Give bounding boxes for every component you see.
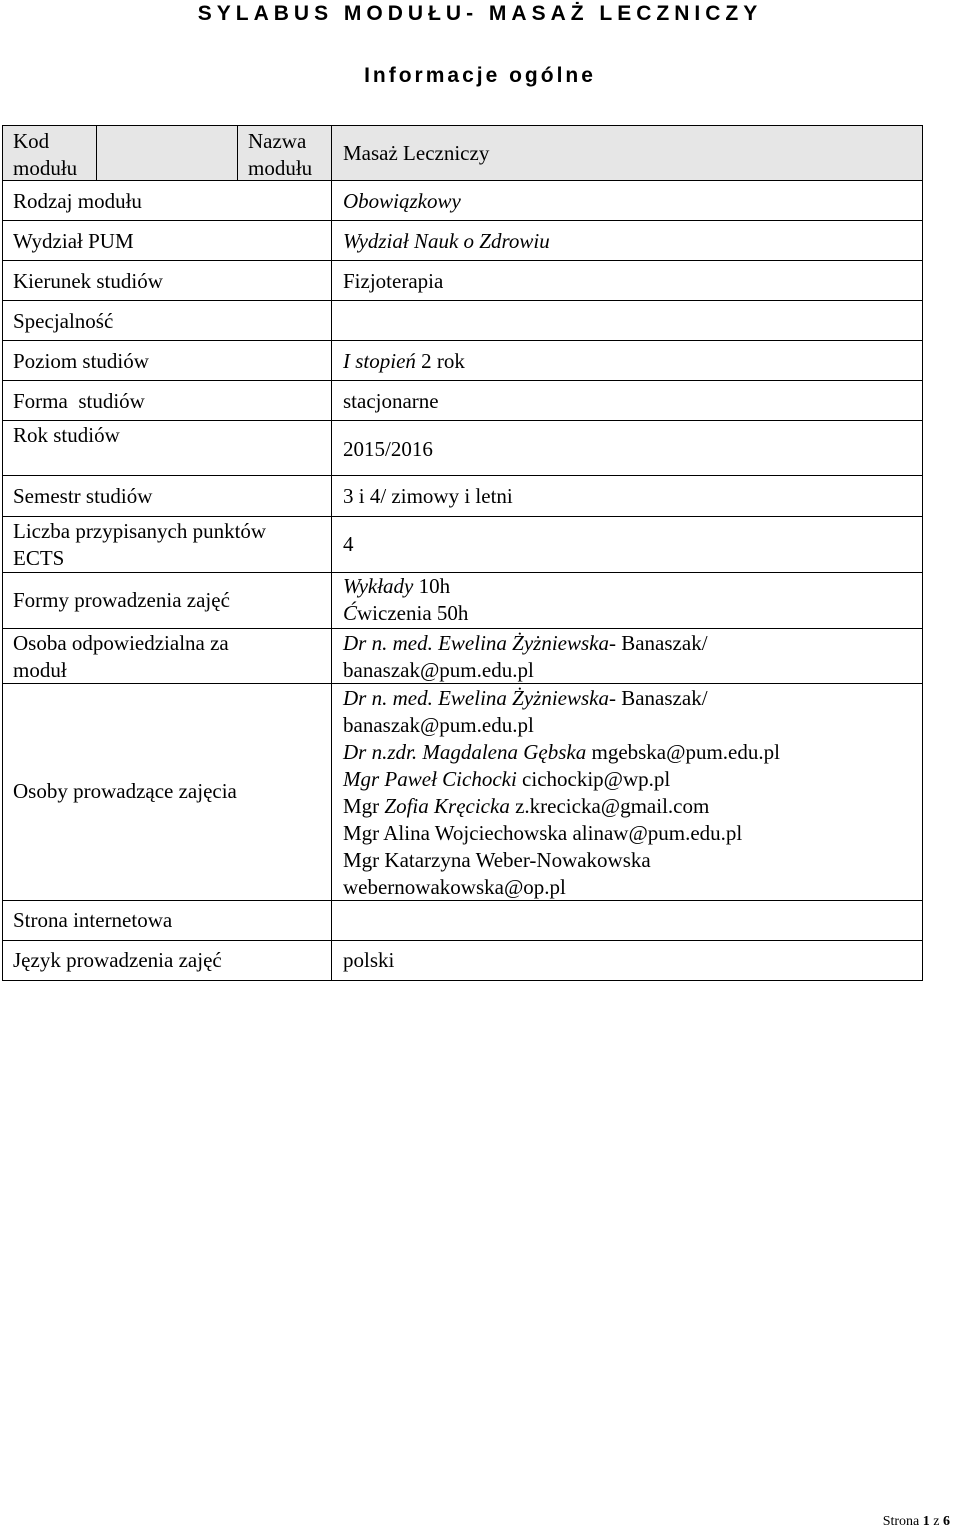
rodzaj-value: Obowiązkowy bbox=[343, 189, 461, 213]
footer-page: 1 bbox=[922, 1514, 930, 1529]
strona-label-cell bbox=[2, 900, 332, 941]
osoba-email: banaszak@pum.edu.pl bbox=[343, 658, 534, 682]
poziom-value-degree: I stopień bbox=[343, 349, 416, 373]
wydzial-label: Wydział PUM bbox=[13, 229, 134, 253]
prowadzacy-name: Zofia Kręcicka bbox=[384, 794, 510, 818]
osoba-name: Dr n. med. Ewelina Żyżniewska bbox=[343, 631, 609, 655]
footer-middle: z bbox=[929, 1514, 943, 1529]
formy-exercise-initial: Ć bbox=[343, 601, 358, 625]
page-number-footer bbox=[883, 1514, 950, 1530]
kierunek-label-cell bbox=[2, 260, 332, 301]
section-title: Informacje ogólne bbox=[364, 64, 596, 87]
rodzaj-label: Rodzaj modułu bbox=[13, 189, 142, 213]
prowadzacy-contact: banaszak@pum.edu.pl bbox=[343, 713, 534, 737]
osoba-name-suffix: - Banaszak/ bbox=[608, 631, 708, 655]
nazwa-value: Masaż Leczniczy bbox=[343, 141, 490, 165]
ects-label-cell bbox=[2, 516, 332, 573]
strona-value-cell bbox=[331, 900, 923, 941]
prowadzacy-line bbox=[343, 874, 922, 901]
kierunek-label: Kierunek studiów bbox=[13, 269, 163, 293]
prowadzacy-contact: Mgr Alina Wojciechowska alinaw@pum.edu.pl bbox=[343, 821, 743, 845]
rodzaj-label-cell bbox=[2, 180, 332, 221]
prowadzacy-name: Dr n. med. Ewelina Żyżniewska bbox=[343, 686, 609, 710]
prowadzacy-line bbox=[343, 766, 922, 793]
rok-label-cell bbox=[2, 420, 332, 476]
rok-value-cell bbox=[331, 420, 923, 476]
jezyk-value-cell bbox=[331, 940, 923, 981]
wydzial-value: Wydział Nauk o Zdrowiu bbox=[343, 229, 550, 253]
footer-prefix: Strona bbox=[882, 1514, 923, 1529]
kod-value-cell bbox=[96, 125, 238, 181]
jezyk-label-cell bbox=[2, 940, 332, 981]
kod-label-cell bbox=[2, 125, 97, 181]
prowadzacy-line bbox=[343, 712, 922, 739]
prowadzacy-contact: Mgr Katarzyna Weber-Nowakowska bbox=[343, 848, 651, 872]
forma-label-cell bbox=[2, 380, 332, 421]
formy-label-cell bbox=[2, 572, 332, 629]
prowadzacy-value-cell bbox=[331, 683, 923, 901]
specjalnosc-label: Specjalność bbox=[13, 309, 114, 333]
kierunek-value: Fizjoterapia bbox=[343, 269, 444, 293]
ects-label: Liczba przypisanych punktów ECTS bbox=[13, 519, 267, 570]
poziom-value-year: 2 rok bbox=[415, 349, 465, 373]
forma-value: stacjonarne bbox=[343, 389, 439, 413]
document-title: SYLABUS MODUŁU- MASAŻ LECZNICZY bbox=[197, 2, 763, 25]
prowadzacy-contact: z.krecicka@gmail.com bbox=[509, 794, 710, 818]
osoba-value-cell bbox=[331, 628, 923, 684]
formy-lecture-line bbox=[343, 573, 922, 600]
prowadzacy-contact: webernowakowska@op.pl bbox=[343, 875, 566, 899]
rok-label: Rok studiów bbox=[13, 423, 120, 447]
specjalnosc-label-cell bbox=[2, 300, 332, 341]
semestr-value-cell bbox=[331, 475, 923, 517]
specjalnosc-value-cell bbox=[331, 300, 923, 341]
kierunek-value-cell bbox=[331, 260, 923, 301]
prowadzacy-label: Osoby prowadzące zajęcia bbox=[13, 779, 237, 803]
osoba-name-line bbox=[343, 630, 922, 657]
formy-label: Formy prowadzenia zajęć bbox=[13, 588, 230, 612]
prowadzacy-contact: - Banaszak/ bbox=[608, 686, 708, 710]
rodzaj-value-cell bbox=[331, 180, 923, 221]
formy-value-cell bbox=[331, 572, 923, 629]
poziom-label: Poziom studiów bbox=[13, 349, 149, 373]
prowadzacy-line bbox=[343, 685, 922, 712]
nazwa-value-cell bbox=[331, 125, 923, 181]
formy-exercise-text: wiczenia 50h bbox=[357, 601, 469, 625]
formy-exercise-line bbox=[343, 600, 922, 627]
prowadzacy-line bbox=[343, 793, 922, 820]
prowadzacy-line bbox=[343, 847, 922, 874]
poziom-value-cell bbox=[331, 340, 923, 381]
prowadzacy-contact: mgebska@pum.edu.pl bbox=[586, 740, 780, 764]
kod-label: Kod modułu bbox=[13, 129, 78, 180]
poziom-label-cell bbox=[2, 340, 332, 381]
prowadzacy-contact: cichockip@wp.pl bbox=[516, 767, 671, 791]
wydzial-value-cell bbox=[331, 220, 923, 261]
wydzial-label-cell bbox=[2, 220, 332, 261]
ects-value: 4 bbox=[343, 532, 354, 556]
prowadzacy-line bbox=[343, 739, 922, 766]
jezyk-label: Język prowadzenia zajęć bbox=[13, 948, 222, 972]
prowadzacy-title: Mgr bbox=[343, 794, 385, 818]
prowadzacy-line bbox=[343, 820, 922, 847]
footer-total: 6 bbox=[943, 1514, 950, 1529]
rok-value: 2015/2016 bbox=[343, 437, 433, 461]
formy-lecture-type: Wykłady bbox=[343, 574, 414, 598]
semestr-label-cell bbox=[2, 475, 332, 517]
osoba-label-cell bbox=[2, 628, 332, 684]
prowadzacy-label-cell bbox=[2, 683, 332, 901]
nazwa-label-cell bbox=[237, 125, 332, 181]
forma-value-cell bbox=[331, 380, 923, 421]
ects-value-cell bbox=[331, 516, 923, 573]
prowadzacy-name: Mgr Paweł Cichocki bbox=[343, 767, 517, 791]
nazwa-label: Nazwa modułu bbox=[248, 129, 313, 180]
forma-label: Forma studiów bbox=[13, 389, 145, 413]
jezyk-value: polski bbox=[343, 948, 395, 972]
osoba-label: Osoba odpowiedzialna za moduł bbox=[13, 631, 229, 682]
prowadzacy-name: Dr n.zdr. Magdalena Gębska bbox=[343, 740, 587, 764]
semestr-value: 3 i 4/ zimowy i letni bbox=[343, 484, 513, 508]
formy-lecture-hours: 10h bbox=[413, 574, 451, 598]
semestr-label: Semestr studiów bbox=[13, 484, 153, 508]
strona-label: Strona internetowa bbox=[13, 908, 173, 932]
